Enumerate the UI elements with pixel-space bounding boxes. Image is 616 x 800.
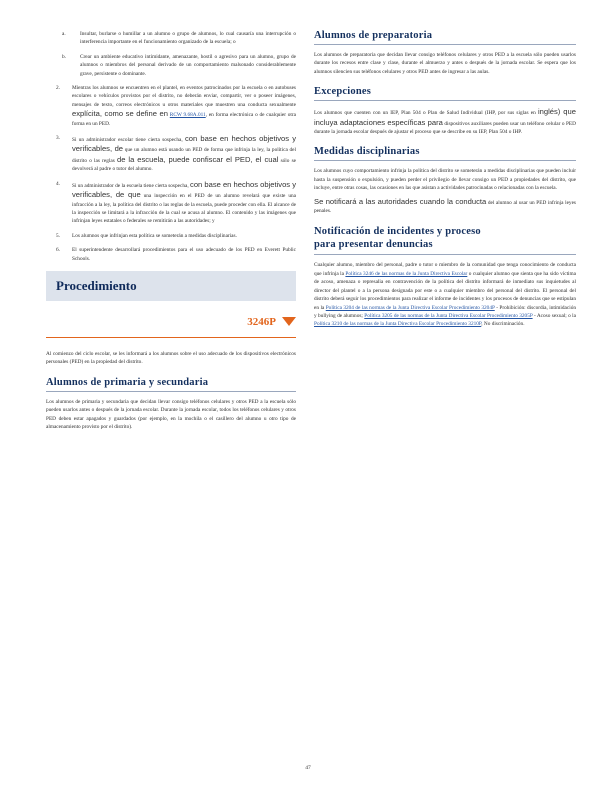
section-text-part: - Prohibición: discordia, intimidación y bullying de alumnos; [314,304,576,319]
item-text-part: Si un administrador de la escuela tiene cierta sospecha, [72,182,189,189]
item-text [72,134,296,174]
list-label: b. [62,53,66,60]
section-text [314,261,576,328]
section-text: Los alumnos cuyo comportamiento infrinja la política del distrito se someterán a medidas disciplinarias que pueden incluir hasta la suspensión o expulsión, y pueden perder el privilegio de llevar consigo un PED a propiedades del distrito, que incluye, entre otras cosas, las ocasiones en las que asistan a actividades patrocinadas o relacionadas con la escuela. [314,168,576,192]
item-text-large: con base en hechos objetivos y verificables, de [72,134,296,154]
excepciones-section [314,86,576,136]
section-text: Los alumnos de preparatoria que decidan llevar consigo teléfonos celulares y otros PED a la escuela sólo pueden usarlos durante los recesos entre clase y clase, durante el almuerzo y antes o después de la jornada escolar. Se espera que los alumnos silencien sus teléfonos celulares y otros PED antes de ingresar a las aulas. [314,52,576,75]
page-number: 47 [305,765,311,771]
section-text: Los alumnos de primaria y secundaria que decidan llevar consigo teléfonos celulares y otros PED a la escuela sólo pueden usarlos antes o después de la jornada escolar. Durante la jornada escolar, todos los teléfonos celulares y otros PED deben estar apagados y guardados (por ejemplo, en la mochila o el casillero del alumno u otro tipo de almacenamiento provisto por el distrito). [46,398,296,430]
list-label: a. [62,31,66,37]
primaria-section [46,377,296,432]
triangle-down-icon [282,317,296,326]
item-text-part: Si un administrador escolar tiene cierta sospecha, [72,137,183,144]
procedure-banner [46,271,296,301]
divider [46,337,296,338]
list-number: 3. [56,135,60,142]
section-text [314,107,576,136]
policy-3210-link[interactable]: Política 3210 de las normas de la Junta Directiva Escolar Procedimiento 3210P [314,321,482,328]
list-item-4 [46,180,296,226]
right-column [314,30,576,339]
policy-number-row [46,313,296,331]
section-text-part: Cualquier alumno, miembro del personal, padre o tutor o miembro de la comunidad que tenga conocimiento de conducta que infrinja la [314,262,576,277]
list-number: 2. [56,85,60,92]
procedure-heading: Procedimiento [56,277,137,293]
section-heading: Excepciones [314,86,576,101]
heading-line: Notificación de incidentes y proceso [314,226,481,238]
section-text-large: inglés) que incluya adaptaciones específicas para [314,107,576,127]
policy-number: 3246P [247,315,276,328]
item-text-large: con base en hechos objetivos y verificables, de que [72,179,296,200]
section-text-part: del alumno al usar un PED infrinja leyes penales. [314,199,576,215]
item-text: Los alumnos que infrinjan esta política se someterán a medidas disciplinarias. [72,232,237,239]
list-number: 6. [56,247,60,254]
intro-section [46,350,296,367]
list-item-6 [46,246,296,263]
item-text-large: explícita, como se define en [72,109,168,119]
item-text [72,84,296,128]
intro-text: Al comienzo del ciclo escolar, se les informará a los alumnos sobre el uso adecuado de los dispositivos electrónicos personales (PED) en la propiedad del distrito. [46,350,296,366]
left-column [46,30,296,441]
item-text-part: sólo se devolverá al padre o tutor del alumno. [72,157,297,173]
section-text-part: o cualquier alumno que sienta que ha sido víctima de acoso, amenaza o represalia en contravención de la política del distrito informará de inmediato sus inquietudes al director del plantel o a la persona designada por este o a cualquier miembro del personal del distrito. El personal del distrito deberá seguir los procedimientos para realizar el informe de incidentes y los procesos de denuncias que se estipulan en la [314,270,576,311]
policy-3205-link[interactable]: Política 3205 de las normas de la Junta Directiva Escolar Procedimiento 3205P [364,312,533,319]
item-text-part: que un alumno está usando un PED de forma que infrinja la ley, la política del distrito o las reglas [72,147,296,164]
list-item-a [46,30,296,47]
section-text-part: Los alumnos que cuenten con un IEP, Plan 504 o Plan de Salud Individual (IHP, por sus siglas en [314,110,536,117]
item-text [72,180,296,226]
policy-3204-link[interactable]: Política 3204 de las normas de la Junta Directiva Escolar Procedimiento 3204P [325,304,495,311]
item-text-part: una inspección en el PED de un alumno revelará que existe una infracción a la ley, la política del distrito o las reglas de la escuela, puede proceder con ella. El alcance de la inspección se limitará a la infracción de la cual se acusa al alumno. El contenido y las imágenes que infrinjan leyes estatales o federales se remitirán a las autoridades; y [72,193,296,225]
section-text-part: , No discriminación. [481,321,525,328]
heading-line: para presentar denuncias [314,239,433,251]
list-number: 5. [56,232,60,239]
section-heading: Alumnos de primaria y secundaria [46,377,296,392]
section-heading: Alumnos de preparatoria [314,30,576,45]
policy-3246-link[interactable]: Política 3246 de las normas de la Junta Directiva Escolar [345,270,468,277]
section-heading [314,225,576,255]
preparatoria-section [314,30,576,76]
section-text-part: dispositivos auxiliares pueden usar un teléfono celular o PED durante la jornada escolar después de ajustar el proceso que se describe en su IEP, Plan 504 o IHP. [314,120,576,136]
section-heading: Medidas disciplinarias [314,146,576,161]
section-text [314,197,576,216]
item-text: El superintendente desarrollará procedimientos para el uso adecuado de los PED en Everett Public Schools. [72,247,296,262]
list-text: Crear un ambiente educativo intimidante, amenazante, hostil o agresivo para un alumno, grupo de alumnos o miembros del personal derivado de un comportamiento malsonado considerablemente grave, persistente o dominante. [80,53,296,77]
item-text-part: Mientras los alumnos se encuentren en el plantel, en eventos patrocinados por la escuela o en autobuses escolares o vehículos provistos por el distrito, no deberán enviar, compartir, ver o poseer imágenes, mensajes de texto, correos electrónicos u otros materiales que muestren una conducta sexualmente [72,85,296,108]
list-item-b [46,53,296,78]
item-text-part: , en forma electrónica o de cualquier otra forma en un PED. [72,112,297,127]
list-text: Insultar, burlarse o humillar a un alumno o grupo de alumnos, lo cual causaría una interrupción o interferencia importante en el funcionamiento organizado de la escuela; o [80,31,296,46]
list-item-5 [46,232,296,240]
item-text-large: de la escuela, puede confiscar el PED, el cual [116,154,279,164]
section-text-part: - Acoso sexual; o la [533,312,577,319]
medidas-section [314,146,576,215]
list-item-3 [46,134,296,174]
notificacion-section [314,225,576,328]
list-number: 4. [56,180,60,187]
rcw-link[interactable]: RCW 9.68A.011 [169,112,206,119]
list-item-2 [46,84,296,128]
section-text-large: Se notificará a las autoridades cuando la conducta [314,196,487,206]
